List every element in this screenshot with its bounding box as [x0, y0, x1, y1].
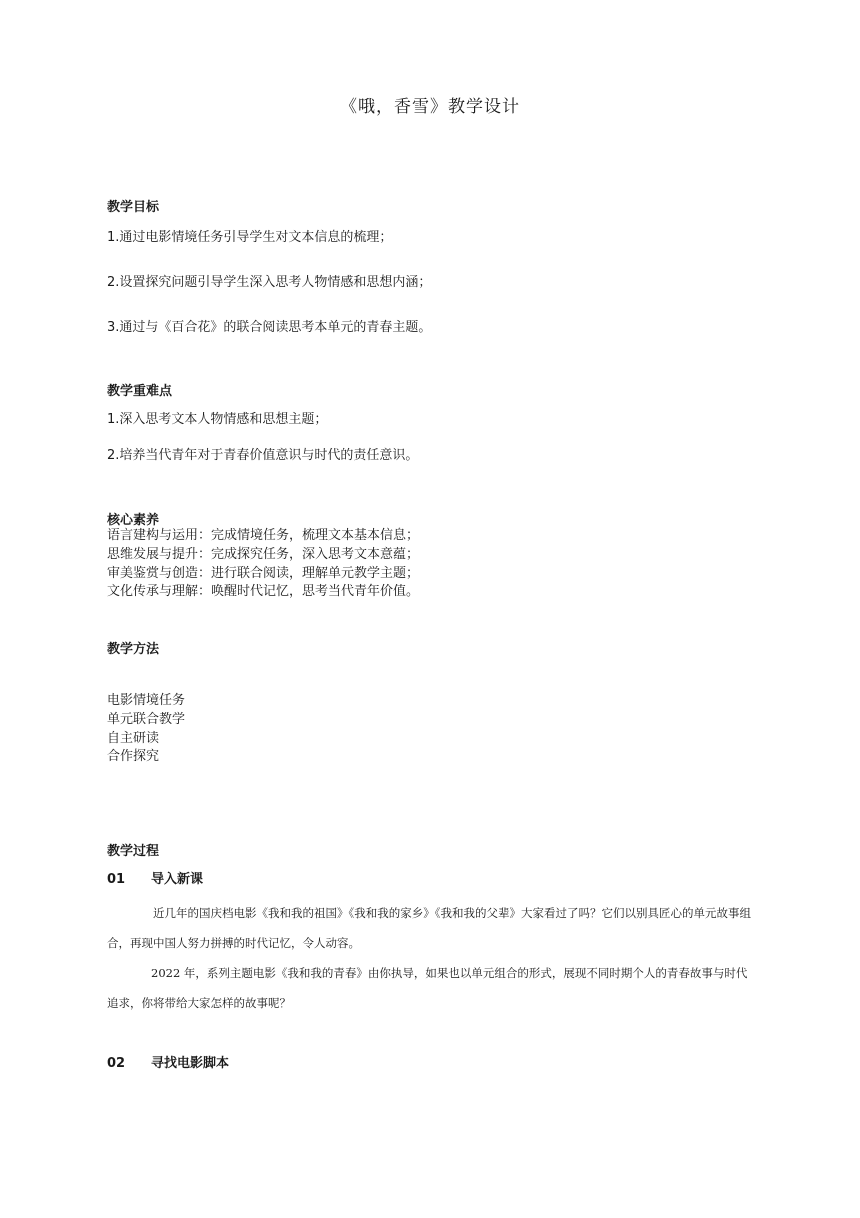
methods-heading: 教学方法: [107, 642, 160, 657]
section-heading-02: [107, 1052, 229, 1071]
section-title: 导入新课: [151, 872, 204, 887]
core-literacy-item: 语言建构与运用：完成情境任务，梳理文本基本信息；: [107, 528, 420, 543]
objective-item: 2.设置探究问题引导学生深入思考人物情感和思想内涵；: [107, 275, 432, 290]
paragraph: 2022 年，系列主题电影《我和我的青春》由你执导，如果也以单元组合的形式，展现不同时期个人的青春故事与时代追求，你将带给大家怎样的故事呢？: [107, 966, 748, 1010]
document-title: 《哦，香雪》教学设计: [340, 97, 520, 117]
method-item: 电影情境任务: [107, 693, 186, 708]
section-title: 寻找电影脚本: [151, 1056, 230, 1071]
paragraph: 近几年的国庆档电影《我和我的祖国》《我和我的家乡》《我和我的父辈》大家看过了吗？它们以别具匠心的单元故事组合，再现中国人努力拼搏的时代记忆，令人动容。: [107, 906, 751, 950]
section-number: 02: [107, 1056, 126, 1071]
method-item: 单元联合教学: [107, 712, 186, 727]
objective-item: 1.通过电影情境任务引导学生对文本信息的梳理；: [107, 230, 393, 245]
key-point-item: 1.深入思考文本人物情感和思想主题；: [107, 412, 328, 427]
core-literacy-item: 审美鉴赏与创造：进行联合阅读，理解单元教学主题；: [107, 566, 420, 581]
process-heading: 教学过程: [107, 844, 160, 859]
key-point-item: 2.培养当代青年对于青春价值意识与时代的责任意识。: [107, 448, 419, 463]
core-literacy-item: 思维发展与提升：完成探究任务，深入思考文本意蕴；: [107, 547, 420, 562]
core-literacy-item: 文化传承与理解：唤醒时代记忆，思考当代青年价值。: [107, 584, 420, 599]
section-number: 01: [107, 872, 126, 887]
method-item: 合作探究: [107, 749, 160, 764]
method-item: 自主研读: [107, 731, 160, 746]
objectives-heading: 教学目标: [107, 200, 160, 215]
key-points-heading: 教学重难点: [107, 384, 173, 399]
objective-item: 3.通过与《百合花》的联合阅读思考本单元的青春主题。: [107, 320, 432, 335]
section-heading-01: [107, 868, 203, 887]
intro-paragraphs: [107, 898, 757, 1018]
core-literacy-heading: 核心素养: [107, 513, 160, 528]
